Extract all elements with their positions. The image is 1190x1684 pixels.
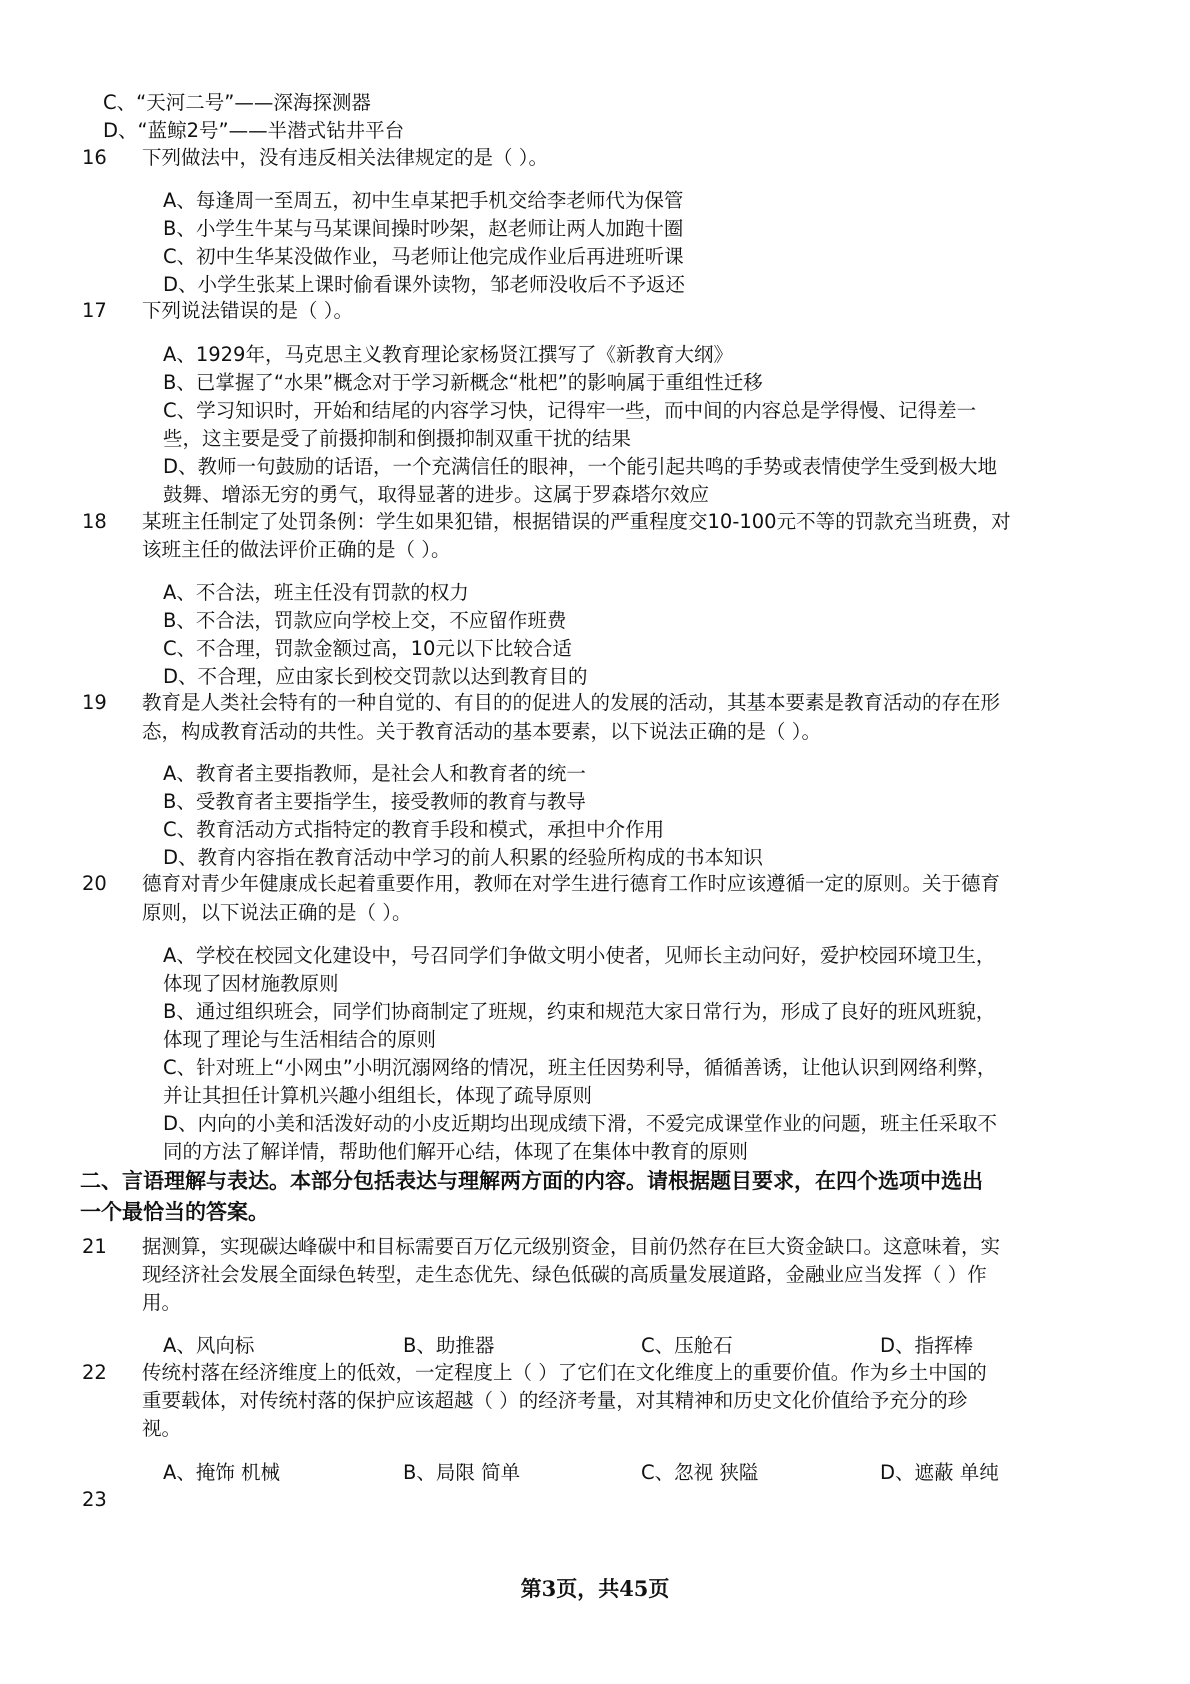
option-c: C、教育活动方式指特定的教育手段和模式，承担中介作用 <box>163 818 665 841</box>
option-d: D、遮蔽 单纯 <box>880 1461 999 1484</box>
question-stem-continued: 视。 <box>142 1417 182 1440</box>
option-a: A、1929年，马克思主义教育理论家杨贤江撰写了《新教育大纲》 <box>163 343 733 366</box>
option-d: D、教师一句鼓励的话语，一个充满信任的眼神，一个能引起共鸣的手势或表情使学生受到极大地 <box>163 455 998 478</box>
option-d: D、小学生张某上课时偷看课外读物，邹老师没收后不予返还 <box>163 273 686 296</box>
question-stem-continued: 态，构成教育活动的共性。关于教育活动的基本要素，以下说法正确的是（ ）。 <box>142 720 821 743</box>
question-stem-continued: 用。 <box>142 1291 182 1314</box>
question-number: 20 <box>82 872 107 895</box>
question-number: 18 <box>82 510 107 533</box>
section-heading: 二、言语理解与表达。本部分包括表达与理解两方面的内容。请根据题目要求，在四个选项中选出 <box>80 1169 983 1193</box>
question-stem-continued: 该班主任的做法评价正确的是（ ）。 <box>142 538 451 561</box>
option-a: A、掩饰 机械 <box>163 1461 281 1484</box>
option-d: D、不合理，应由家长到校交罚款以达到教育目的 <box>163 665 588 688</box>
option-b: B、受教育者主要指学生，接受教师的教育与教导 <box>163 790 586 813</box>
question-stem: 教育是人类社会特有的一种自觉的、有目的的促进人的发展的活动，其基本要素是教育活动的存在形 <box>142 691 1001 714</box>
option-b: B、助推器 <box>403 1334 495 1357</box>
option-a: A、不合法，班主任没有罚款的权力 <box>163 581 469 604</box>
question-number: 16 <box>82 146 107 169</box>
question-number: 17 <box>82 299 107 322</box>
question-stem-continued: 重要载体，对传统村落的保护应该超越（ ）的经济考量，对其精神和历史文化价值给予充分的珍 <box>142 1389 968 1412</box>
question-stem: 下列说法错误的是（ ）。 <box>142 299 353 322</box>
question-number: 23 <box>82 1488 107 1511</box>
option-c: C、不合理，罚款金额过高，10元以下比较合适 <box>163 637 572 660</box>
question-stem: 据测算，实现碳达峰碳中和目标需要百万亿元级别资金，目前仍然存在巨大资金缺口。这意味着，实 <box>142 1235 1001 1258</box>
option-a-continued: 体现了因材施教原则 <box>163 972 339 995</box>
option-a: A、学校在校园文化建设中，号召同学们争做文明小使者，见师长主动问好，爱护校园环境卫生， <box>163 944 996 967</box>
page-footer: 第3页，共45页 <box>520 1576 670 1601</box>
option-b: B、局限 简单 <box>403 1461 521 1484</box>
option-c: C、初中生华某没做作业，马老师让他完成作业后再进班听课 <box>163 245 684 268</box>
option-a: A、教育者主要指教师，是社会人和教育者的统一 <box>163 762 586 785</box>
option-b: B、小学生牛某与马某课间操时吵架，赵老师让两人加跑十圈 <box>163 217 684 240</box>
option-a: A、风向标 <box>163 1334 255 1357</box>
option-d-continued: 鼓舞、增添无穷的勇气，取得显著的进步。这属于罗森塔尔效应 <box>163 483 710 506</box>
option-c: C、压舱石 <box>641 1334 733 1357</box>
question-stem: 下列做法中，没有违反相关法律规定的是（ ）。 <box>142 146 548 169</box>
option-d-continued: 同的方法了解详情，帮助他们解开心结，体现了在集体中教育的原则 <box>163 1140 749 1163</box>
option-b: B、不合法，罚款应向学校上交，不应留作班费 <box>163 609 567 632</box>
question-stem: 传统村落在经济维度上的低效，一定程度上（ ）了它们在文化维度上的重要价值。作为乡土中国的 <box>142 1361 987 1384</box>
question-number: 22 <box>82 1361 107 1384</box>
question-number: 19 <box>82 691 107 714</box>
option-b: B、通过组织班会，同学们协商制定了班规，约束和规范大家日常行为，形成了良好的班风班貌， <box>163 1000 996 1023</box>
option-d: D、“蓝鲸2号”——半潜式钻井平台 <box>103 119 405 142</box>
option-c: C、“天河二号”——深海探测器 <box>103 91 371 114</box>
section-heading-continued: 一个最恰当的答案。 <box>80 1200 269 1224</box>
question-stem-continued: 原则，以下说法正确的是（ ）。 <box>142 901 412 924</box>
option-b-continued: 体现了理论与生活相结合的原则 <box>163 1028 437 1051</box>
question-stem: 某班主任制定了处罚条例：学生如果犯错，根据错误的严重程度交10-100元不等的罚款充当班费，对 <box>142 510 1011 533</box>
option-a: A、每逢周一至周五，初中生卓某把手机交给李老师代为保管 <box>163 189 684 212</box>
question-stem: 德育对青少年健康成长起着重要作用，教师在对学生进行德育工作时应该遵循一定的原则。关于德育 <box>142 872 1001 895</box>
option-c: C、学习知识时，开始和结尾的内容学习快，记得牢一些，而中间的内容总是学得慢、记得差一 <box>163 399 977 422</box>
option-c: C、针对班上“小网虫”小明沉溺网络的情况，班主任因势利导，循循善诱，让他认识到网络利弊， <box>163 1056 997 1079</box>
option-b: B、已掌握了“水果”概念对于学习新概念“枇杷”的影响属于重组性迁移 <box>163 371 763 394</box>
option-d: D、教育内容指在教育活动中学习的前人积累的经验所构成的书本知识 <box>163 846 764 869</box>
question-stem-continued: 现经济社会发展全面绿色转型，走生态优先、绿色低碳的高质量发展道路，金融业应当发挥（ ）作 <box>142 1263 987 1286</box>
option-c-continued: 并让其担任计算机兴趣小组组长，体现了疏导原则 <box>163 1084 593 1107</box>
question-number: 21 <box>82 1235 107 1258</box>
option-d: D、指挥棒 <box>880 1334 974 1357</box>
option-c: C、忽视 狭隘 <box>641 1461 759 1484</box>
option-c-continued: 些，这主要是受了前摄抑制和倒摄抑制双重干扰的结果 <box>163 427 632 450</box>
option-d: D、内向的小美和活泼好动的小皮近期均出现成绩下滑，不爱完成课堂作业的问题，班主任采取不 <box>163 1112 998 1135</box>
